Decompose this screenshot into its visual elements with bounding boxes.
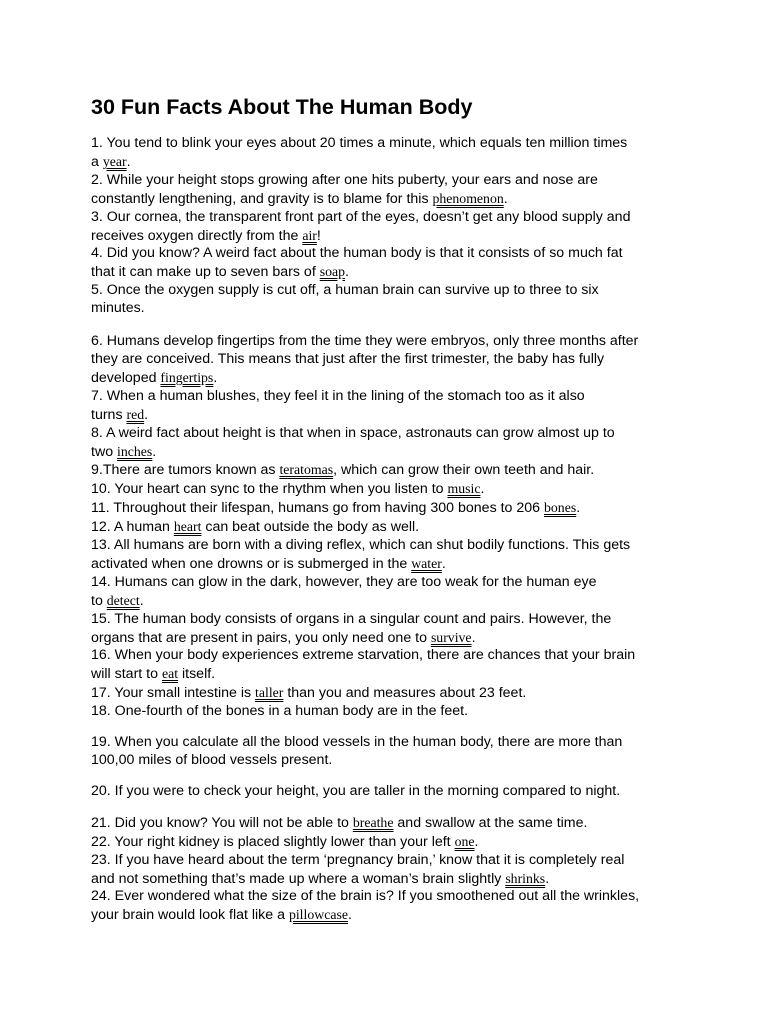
- fact-line: [91, 665, 691, 684]
- keyword-link[interactable]: shrinks: [505, 870, 546, 886]
- fact-text: .: [345, 264, 349, 281]
- fact-text: that it can make up to seven bars of: [91, 264, 320, 281]
- fact-line: [91, 592, 691, 611]
- keyword-link[interactable]: soap: [319, 264, 346, 280]
- keyword-link[interactable]: breathe: [352, 814, 394, 830]
- keyword-link[interactable]: eat: [161, 666, 179, 682]
- fact-line: [91, 870, 691, 889]
- keyword-link[interactable]: music: [447, 481, 481, 497]
- fact-text: .: [139, 592, 144, 609]
- keyword-link[interactable]: phenomenon: [432, 190, 504, 206]
- fact-text: 2. While your height stops growing after one hits puberty, your ears and nose are: [91, 171, 598, 188]
- fact-line: [91, 906, 691, 925]
- fact-text: your brain would look flat like a: [91, 907, 289, 924]
- keyword-link[interactable]: taller: [255, 685, 284, 701]
- keyword-link[interactable]: bones: [544, 500, 577, 516]
- fact-line: [91, 734, 691, 752]
- fact-text: than you and measures about 23 feet.: [283, 685, 527, 702]
- fact-line: [91, 333, 691, 351]
- fact-text: 8. A weird fact about height is that when in space, astronauts can grow almost up to: [91, 424, 615, 441]
- fact-text: 9.There are tumors known as: [91, 462, 280, 479]
- fact-text: 24. Ever wondered what the size of the brain is? If you smoothened out all the wrinkles,: [91, 888, 640, 905]
- fact-text: can beat outside the body as well.: [201, 519, 420, 536]
- fact-line: [91, 245, 691, 263]
- fact-line: [91, 351, 691, 369]
- fact-line: [91, 611, 691, 629]
- fact-text: 18. One-fourth of the bones in a human body are in the feet.: [91, 703, 469, 720]
- fact-text: 22. Your right kidney is placed slightly lower than your left: [91, 833, 455, 850]
- fact-line: [91, 480, 691, 499]
- keyword-link[interactable]: year: [102, 153, 127, 169]
- fact-text: .: [480, 481, 485, 498]
- fact-line: [91, 227, 691, 246]
- fact-text: itself.: [178, 666, 216, 683]
- fact-text: 5. Once the oxygen supply is cut off, a human brain can survive up to three to six: [91, 282, 599, 299]
- fact-text: 11. Throughout their lifespan, humans go from having 300 bones to 206: [91, 500, 544, 517]
- fact-line: [91, 499, 691, 518]
- fact-line: [91, 703, 691, 721]
- fact-line: [91, 684, 691, 703]
- fact-line: [91, 888, 691, 906]
- fact-text: will start to: [91, 666, 162, 683]
- fact-text: they are conceived. This means that just after the first trimester, the baby has fully: [91, 350, 605, 367]
- fact-text: , which can grow their own teeth and hair.: [333, 462, 595, 479]
- fact-text: .: [347, 907, 352, 924]
- fact-line: [91, 833, 691, 852]
- fact-text: 16. When your body experiences extreme starvation, there are chances that your brain: [91, 647, 636, 664]
- fact-text: to: [91, 592, 107, 609]
- fact-line: [91, 282, 691, 300]
- fact-text: 4. Did you know? A weird fact about the human body is that it consists of so much fat: [91, 245, 623, 262]
- fact-line: [91, 852, 691, 870]
- fact-text: .: [213, 369, 218, 386]
- fact-text: 21. Did you know? You will not be able to: [91, 814, 353, 831]
- fact-text: .: [474, 833, 479, 850]
- fact-line: [91, 518, 691, 537]
- fact-line: [91, 263, 691, 282]
- fact-text: 20. If you were to check your height, you are taller in the morning compared to night.: [91, 782, 621, 799]
- fact-text: 3. Our cornea, the transparent front part of the eyes, doesn’t get any blood supply and: [91, 208, 631, 225]
- fact-text: .: [576, 500, 581, 517]
- fact-line: [91, 537, 691, 555]
- fact-text: 15. The human body consists of organs in a singular count and pairs. However, the: [91, 610, 612, 627]
- fact-text: 17. Your small intestine is: [91, 685, 256, 702]
- keyword-link[interactable]: survive: [430, 629, 472, 645]
- keyword-link[interactable]: heart: [173, 519, 202, 535]
- fact-text: and swallow at the same time.: [393, 814, 588, 831]
- keyword-link[interactable]: teratomas: [279, 462, 334, 478]
- fact-line: [91, 172, 691, 190]
- keyword-link[interactable]: pillowcase: [288, 907, 348, 923]
- fact-line: [91, 406, 691, 425]
- fact-line: [91, 135, 691, 153]
- keyword-link[interactable]: fingertips: [160, 369, 214, 385]
- fact-text: 12. A human: [91, 519, 174, 536]
- keyword-link[interactable]: red: [126, 406, 145, 422]
- fact-text: .: [126, 153, 131, 170]
- fact-line: [91, 752, 691, 770]
- fact-line: [91, 209, 691, 227]
- fact-text: .: [503, 190, 508, 207]
- fact-line: [91, 443, 691, 462]
- fact-line: [91, 388, 691, 406]
- fact-text: 13. All humans are born with a diving reflex, which can shut bodily functions. This gets: [91, 537, 631, 554]
- fact-text: turns: [91, 406, 127, 423]
- fact-line: [91, 369, 691, 388]
- fact-line: [91, 461, 691, 480]
- fact-text: .: [144, 406, 149, 423]
- fact-text: constantly lengthening, and gravity is to blame for this: [91, 190, 433, 207]
- fact-line: [91, 555, 691, 574]
- fact-text: 1. You tend to blink your eyes about 20 times a minute, which equals ten million times: [91, 135, 628, 151]
- fact-text: developed: [91, 369, 161, 386]
- fact-line: [91, 814, 691, 833]
- fact-line: [91, 300, 691, 318]
- keyword-link[interactable]: air: [302, 227, 317, 243]
- keyword-link[interactable]: inches: [117, 443, 153, 459]
- fact-line: [91, 190, 691, 209]
- keyword-link[interactable]: water: [411, 555, 442, 571]
- fact-text: receives oxygen directly from the: [91, 227, 303, 244]
- fact-text: 7. When a human blushes, they feel it in the lining of the stomach too as it also: [91, 387, 585, 404]
- fact-line: [91, 574, 691, 592]
- fact-text: 23. If you have heard about the term ‘pregnancy brain,’ know that it is completely real: [91, 851, 625, 868]
- fact-text: minutes.: [91, 300, 145, 317]
- fact-line: [91, 153, 691, 172]
- page-title: 30 Fun Facts About The Human Body: [91, 95, 473, 119]
- fact-line: [91, 629, 691, 648]
- fact-text: .: [545, 870, 550, 887]
- keyword-link[interactable]: detect: [106, 592, 140, 608]
- fact-text: 10. Your heart can sync to the rhythm when you listen to: [91, 481, 448, 498]
- fact-text: 14. Humans can glow in the dark, however, they are too weak for the human eye: [91, 573, 597, 590]
- fact-line: [91, 783, 691, 801]
- fact-text: organs that are present in pairs, you only need one to: [91, 629, 431, 646]
- fact-text: .: [441, 555, 446, 572]
- fact-line: [91, 425, 691, 443]
- fact-text: a: [91, 153, 103, 170]
- facts-list: [91, 135, 691, 925]
- fact-text: 19. When you calculate all the blood vessels in the human body, there are more than: [91, 734, 623, 751]
- fact-text: 100,00 miles of blood vessels present.: [91, 752, 333, 768]
- fact-text: activated when one drowns or is submerged in the: [91, 555, 412, 572]
- fact-text: .: [471, 629, 476, 646]
- fact-text: and not something that’s made up where a woman’s brain slightly: [91, 870, 506, 887]
- keyword-link[interactable]: one: [454, 833, 475, 849]
- fact-text: 6. Humans develop fingertips from the time they were embryos, only three months after: [91, 333, 639, 350]
- fact-text: .: [152, 443, 157, 460]
- fact-text: !: [316, 227, 321, 244]
- fact-line: [91, 647, 691, 665]
- fact-text: two: [91, 443, 118, 460]
